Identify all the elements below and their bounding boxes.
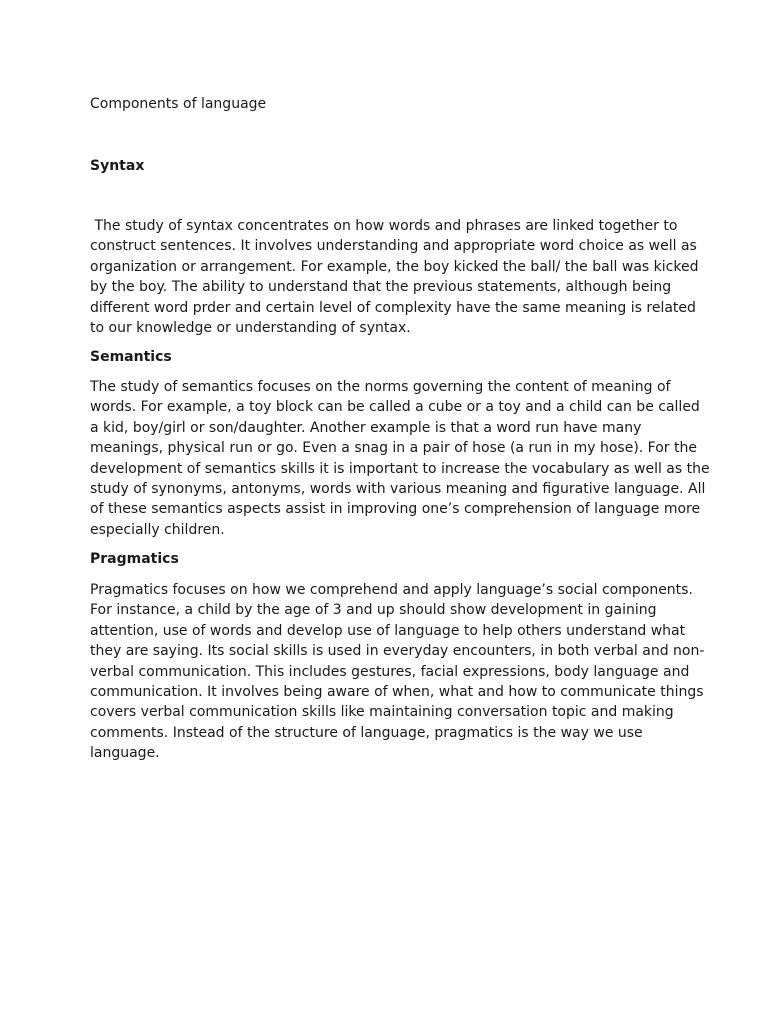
text-line: words. For example, a toy block can be called a cube or a toy and a child can be called — [90, 399, 700, 416]
document-title: Components of language — [90, 96, 267, 112]
text-line: a kid, boy/girl or son/daughter. Another example is that a word run have many — [90, 419, 642, 436]
section-body-semantics — [90, 377, 710, 540]
text-line: by the boy. The ability to understand that the previous statements, although being — [90, 279, 672, 296]
text-line: construct sentences. It involves understanding and appropriate word choice as well as — [90, 238, 697, 255]
text-line: study of synonyms, antonyms, words with various meaning and figurative language. All — [90, 481, 706, 498]
text-line: of these semantics aspects assist in improving one’s comprehension of language more — [90, 501, 701, 518]
text-line: For instance, a child by the age of 3 and up should show development in gaining — [90, 602, 657, 619]
text-line: covers verbal communication skills like maintaining conversation topic and making — [90, 704, 674, 721]
text-line: they are saying. Its social skills is used in everyday encounters, in both verbal and non- — [90, 643, 705, 660]
text-line: development of semantics skills it is important to increase the vocabulary as well as the — [90, 460, 710, 477]
text-line: comments. Instead of the structure of language, pragmatics is the way we use — [90, 724, 643, 741]
text-line: language. — [90, 745, 160, 762]
text-line: different word prder and certain level of complexity have the same meaning is related — [90, 299, 696, 316]
section-body-pragmatics — [90, 580, 705, 764]
section-heading-pragmatics: Pragmatics — [90, 551, 179, 567]
text-line: to our knowledge or understanding of syntax. — [90, 320, 411, 337]
text-line: organization or arrangement. For example, the boy kicked the ball/ the ball was kicked — [90, 258, 699, 275]
section-body-syntax — [90, 216, 699, 338]
text-line: Pragmatics focuses on how we comprehend and apply language’s social components. — [90, 582, 693, 598]
section-heading-semantics: Semantics — [90, 349, 172, 365]
text-line: attention, use of words and develop use of language to help others understand what — [90, 622, 686, 639]
section-heading-syntax: Syntax — [90, 158, 145, 174]
text-line: communication. It involves being aware of when, what and how to communicate things — [90, 684, 704, 701]
text-line: meanings, physical run or go. Even a snag in a pair of hose (a run in my hose). For the — [90, 440, 697, 457]
text-line: especially children. — [90, 521, 225, 538]
text-line: The study of syntax concentrates on how words and phrases are linked together to — [90, 218, 678, 234]
text-line: verbal communication. This includes gestures, facial expressions, body language and — [90, 663, 690, 680]
text-line: The study of semantics focuses on the norms governing the content of meaning of — [90, 379, 671, 395]
